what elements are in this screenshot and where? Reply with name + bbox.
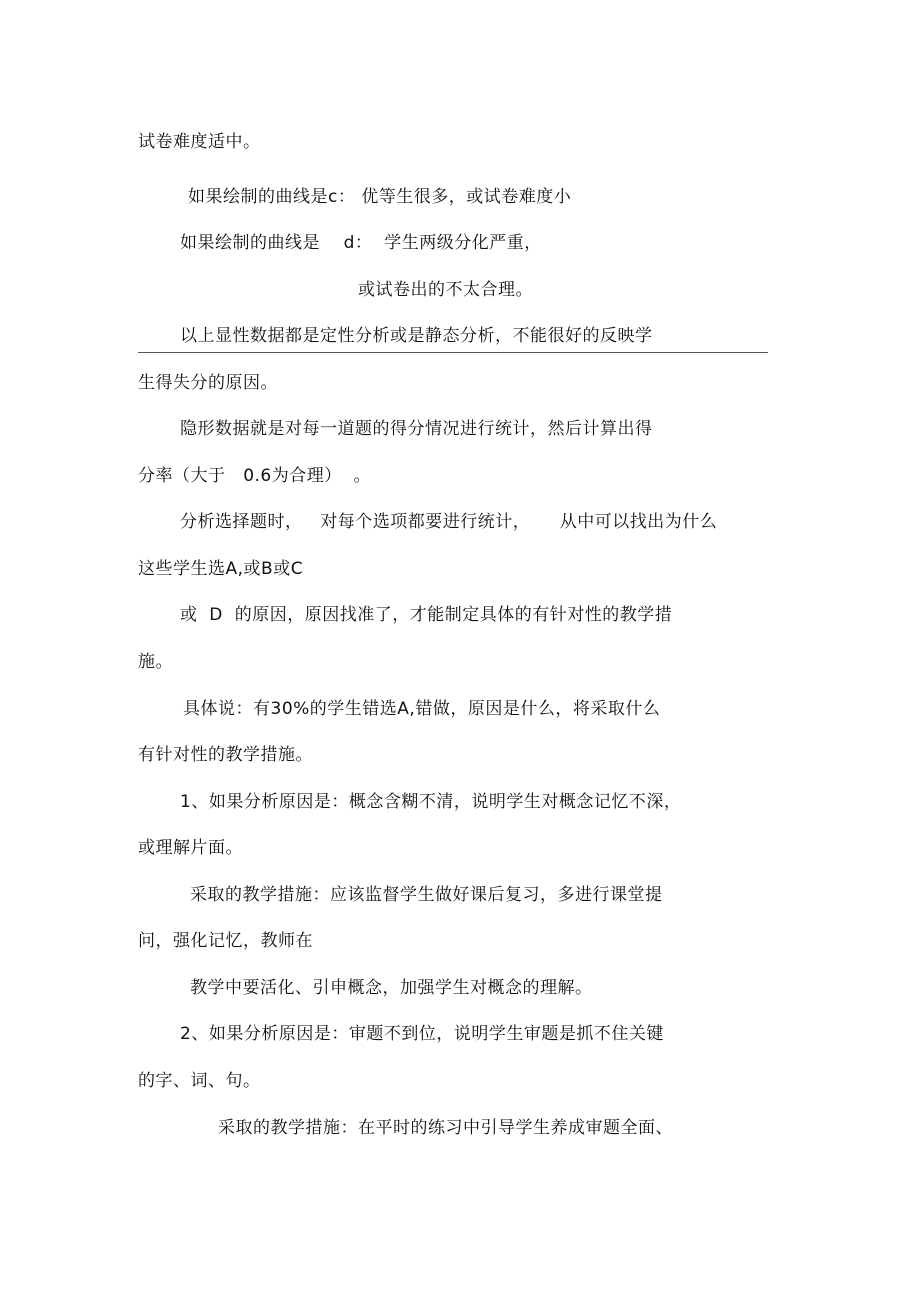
text-line-15: 1、如果分析原因是：概念含糊不清，说明学生对概念记忆不深， [180,792,682,812]
text-line-5: 以上显性数据都是定性分析或是静态分析，不能很好的反映学 [180,326,653,346]
text-line-2: 如果绘制的曲线是c： 优等生很多，或试卷难度小 [188,187,572,207]
text-line-12: 施。 [138,652,173,672]
text-line-8: 分率（大于 0.6为合理） 。 [138,466,372,486]
text-line-10: 这些学生选A,或B或C [138,559,304,579]
text-line-16: 或理解片面。 [138,838,243,858]
text-line-22: 采取的教学措施：在平时的练习中引导学生养成审题全面、 [218,1118,673,1138]
text-line-6: 生得失分的原因。 [138,373,278,393]
text-line-18: 问，强化记忆，教师在 [138,931,313,951]
text-line-9: 分析选择题时， 对每个选项都要进行统计， 从中可以找出为什么 [180,512,718,532]
text-line-7: 隐形数据就是对每一道题的得分情况进行统计，然后计算出得 [180,419,653,439]
text-line-13: 具体说：有30%的学生错选A,错做，原因是什么，将采取什么 [183,699,661,719]
text-line-11: 或 D 的原因，原因找准了，才能制定具体的有针对性的教学措 [180,605,673,625]
horizontal-divider [138,352,768,353]
text-line-20: 2、如果分析原因是：审题不到位，说明学生审题是抓不住关键 [180,1024,664,1044]
text-line-1: 试卷难度适中。 [138,132,261,152]
text-line-4: 或试卷出的不太合理。 [358,280,533,300]
text-line-17: 采取的教学措施：应该监督学生做好课后复习，多进行课堂提 [190,885,663,905]
text-line-19: 教学中要活化、引申概念，加强学生对概念的理解。 [190,978,593,998]
text-line-3: 如果绘制的曲线是 d： 学生两级分化严重， [180,233,542,253]
text-line-21: 的字、词、句。 [138,1071,261,1091]
text-line-14: 有针对性的教学措施。 [138,745,313,765]
